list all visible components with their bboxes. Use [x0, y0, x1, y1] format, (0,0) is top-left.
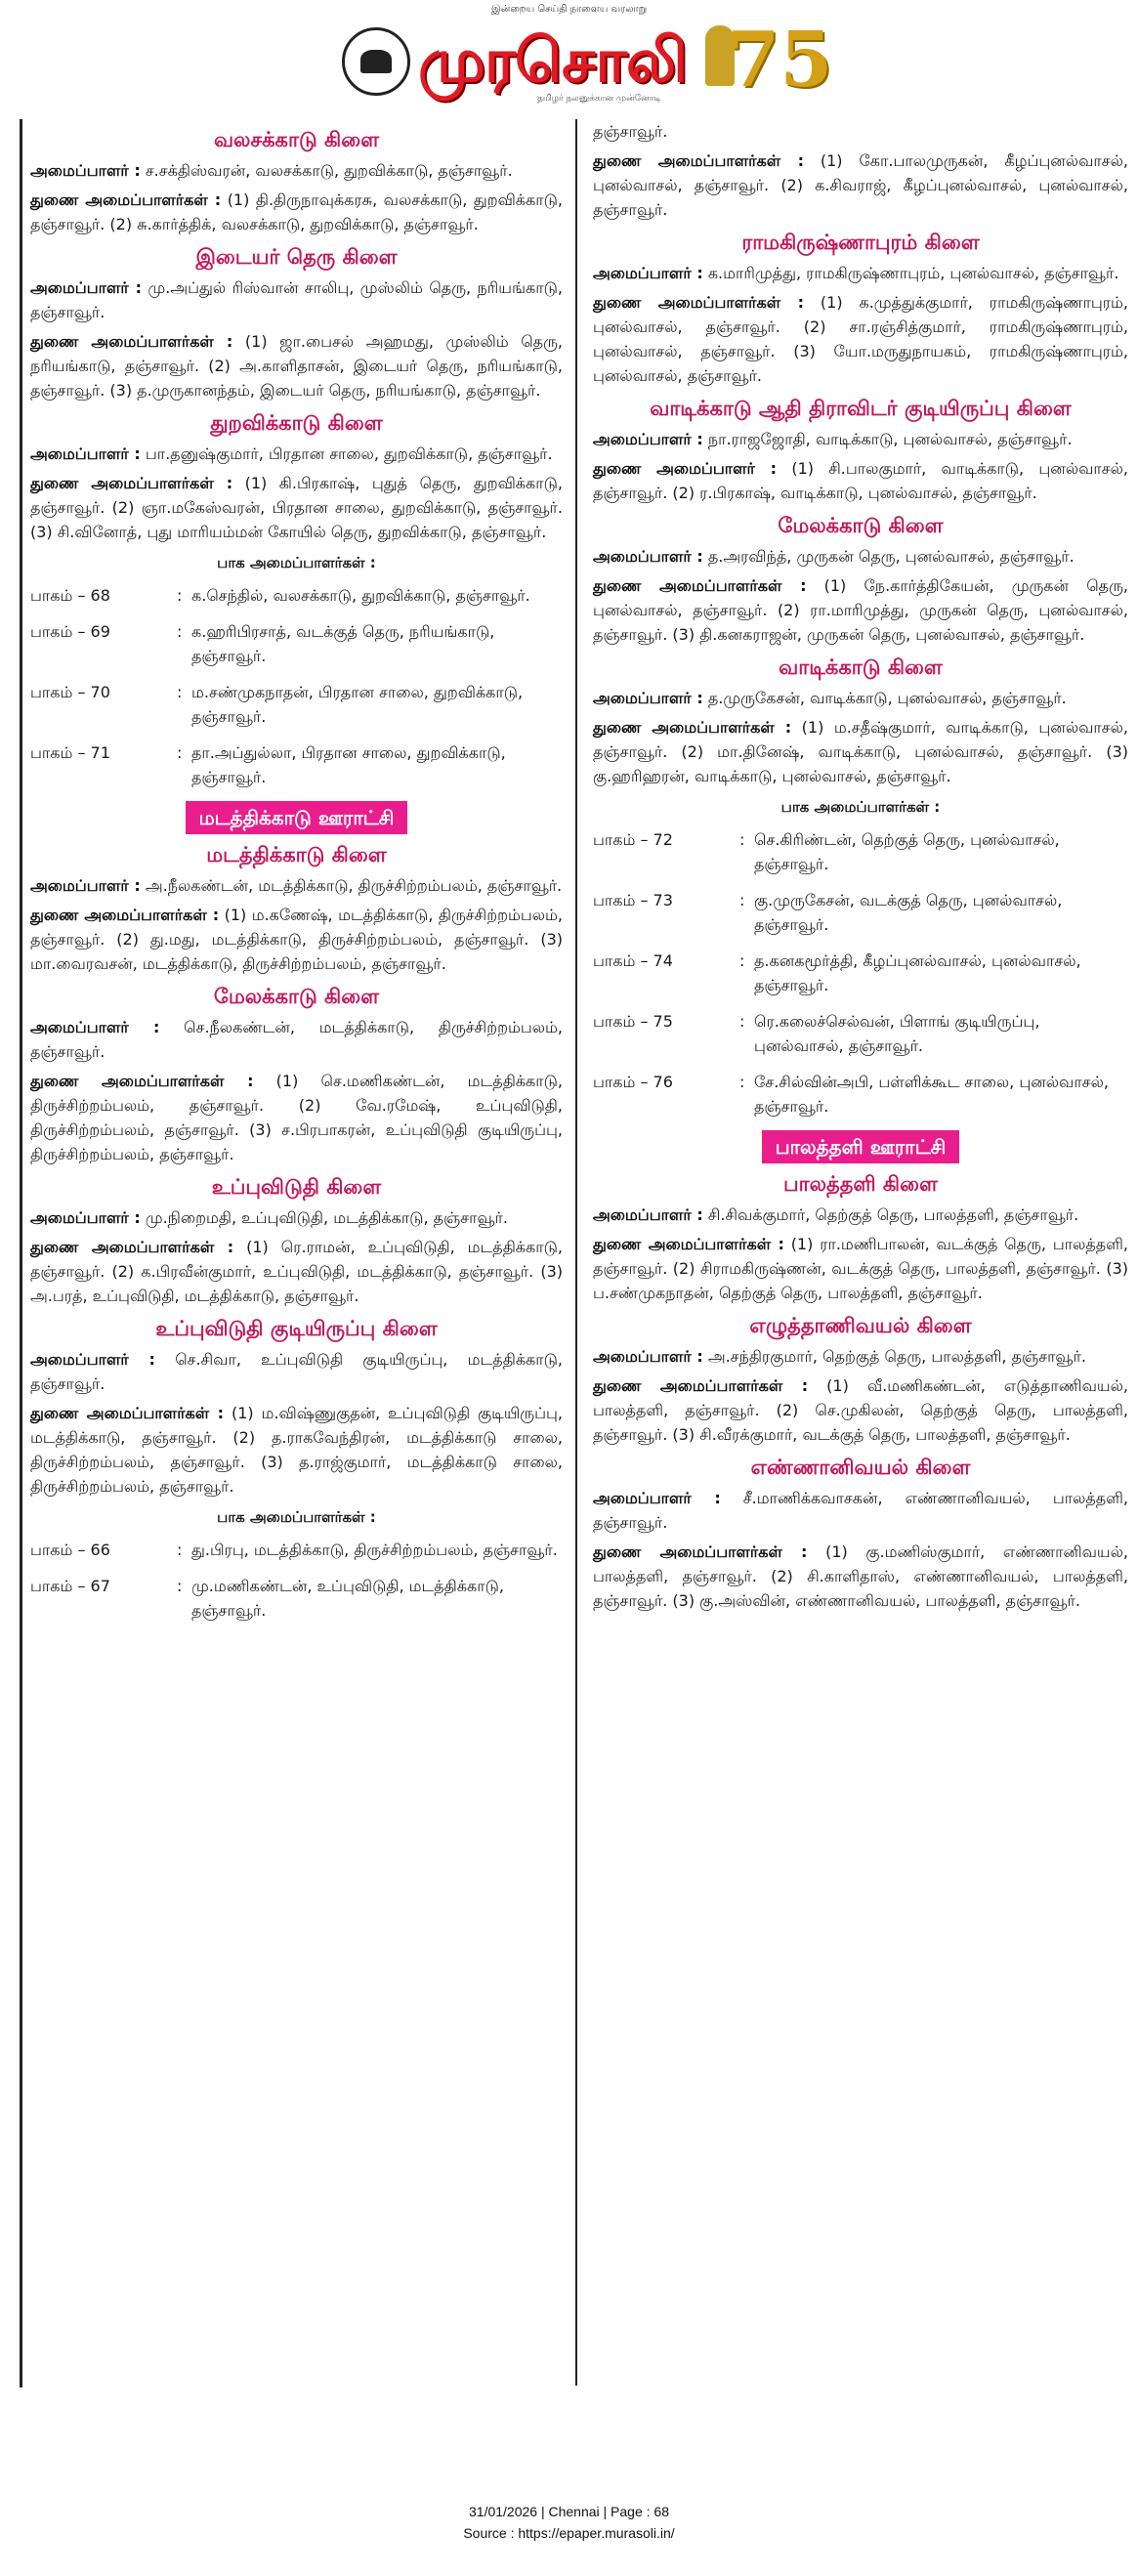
deputy-organisers-label: துணை அமைப்பாளர்கள் : [30, 474, 233, 492]
organiser [593, 1203, 1128, 1227]
organiser [30, 1015, 563, 1064]
part-organiser: க.ஹரிபிரசாத், வடக்குத் தெரு, நரியங்காடு, தஞ்சாவூர். [191, 622, 495, 665]
sub-tagline: தமிழர் நலனுக்கான முன்னோடி [537, 94, 661, 104]
organiser-text: அ.சந்திரகுமார், தெற்குத் தெரு, பாலத்தளி, தஞ்சாவூர். [702, 1347, 1086, 1366]
organiser-label: அமைப்பாளர் : [30, 278, 143, 297]
organiser-text: த.அரவிந்த், முருகன் தெரு, புனல்வாசல், தஞ்சாவூர். [702, 547, 1075, 566]
organiser-text: சீ.மாணிக்கவாசகன், எண்ணானிவயல், பாலத்தளி, தஞ்சாவூர். [593, 1489, 1128, 1532]
organiser-label: அமைப்பாளர் : [593, 1205, 703, 1224]
footer-date-line: 31/01/2026 | Chennai | Page : 68 [469, 2504, 669, 2519]
deputy-organisers [593, 1540, 1128, 1613]
part-row [30, 1574, 563, 1623]
deputy-organisers [593, 715, 1128, 788]
organiser [593, 544, 1128, 569]
branch-title: இடையர் தெரு கிளை [195, 245, 398, 269]
deputy-organisers-label: துணை அமைப்பாளர்கள் : [593, 1542, 808, 1561]
deputy-organisers-label: துணை அமைப்பாளர்கள் : [30, 1238, 234, 1256]
deputy-organisers-text: (1) செ.மணிகண்டன், மடத்திக்காடு, திருச்சிற்றம்பலம், தஞ்சாவூர். (2) வே.ரமேஷ், உப்புவிடுதி, திருச்சிற்றம்பலம், தஞ்சாவூர். (3) ச.பிரபாகரன், உப்புவிடுதி குடியிருப்பு, திருச்சிற்றம்பலம், தஞ்சாவூர். [30, 1072, 563, 1163]
deputy-organisers-text: (1) கி.பிரகாஷ், புதுத் தெரு, துறவிக்காடு, தஞ்சாவூர். (2) ஞா.மகேஸ்வரன், பிரதான சாலை, துறவிக்காடு, தஞ்சாவூர். (3) சி.வினோத், புது மாரியம்மன் கோயில் தெரு, துறவிக்காடு, தஞ்சாவூர். [30, 474, 563, 541]
part-colon: : [739, 1012, 745, 1031]
panchayat-banner [30, 801, 563, 834]
part-row [30, 680, 563, 729]
part-organiser: தா.அப்துல்லா, பிரதான சாலை, துறவிக்காடு, தஞ்சாவூர். [191, 743, 506, 786]
branch-title: ராமகிருஷ்ணாபுரம் கிளை [741, 231, 980, 254]
panchayat-banner [593, 1130, 1128, 1163]
part-row [30, 619, 563, 668]
part-row [30, 740, 563, 789]
part-organiser: செ.கிரிண்டன், தெற்குத் தெரு, புனல்வாசல், தஞ்சாவூர். [754, 830, 1060, 873]
deputy-organisers-text: (1) ஜா.பைசல் அஹமது, முஸ்லிம் தெரு, நரியங்காடு, தஞ்சாவூர். (2) அ.காளிதாசன், இடையர் தெரு, நரியங்காடு, தஞ்சாவூர். (3) த.முருகானந்தம், இடையர் தெரு, நரியங்காடு, தஞ்சாவூர். [30, 332, 563, 400]
branch-title: உப்புவிடுதி குடியிருப்பு கிளை [155, 1317, 438, 1340]
part-number: பாகம் – 71 [30, 743, 110, 762]
deputy-organisers-text: (1) தி.திருநாவுக்கரசு, வலசக்காடு, துறவிக்காடு, தஞ்சாவூர். (2) சு.கார்த்திக், வலசக்காடு, துறவிக்காடு, தஞ்சாவூர். [30, 190, 563, 233]
deputy-organisers-label: துணை அமைப்பாளர்கள் : [593, 718, 792, 737]
part-organiser: மு.மணிகண்டன், உப்புவிடுதி, மடத்திக்காடு, தஞ்சாவூர். [191, 1577, 504, 1620]
part-number: பாகம் – 74 [593, 951, 673, 970]
rising-sun-emblem-icon [342, 27, 410, 96]
footer-source-link[interactable]: Source : https://epaper.murasoli.in/ [463, 2525, 675, 2541]
branch-title: பாலத்தளி கிளை [783, 1172, 938, 1196]
part-colon: : [739, 830, 745, 849]
part-number: பாகம் – 72 [593, 830, 673, 849]
organiser [30, 1347, 563, 1396]
part-organiser: கு.முருகேசன், வடக்குத் தெரு, புனல்வாசல், தஞ்சாவூர். [754, 891, 1063, 934]
part-number: பாகம் – 67 [30, 1577, 110, 1595]
organiser-text: செ.நீலகண்டன், மடத்திக்காடு, திருச்சிற்றம்பலம், தஞ்சாவூர். [30, 1018, 563, 1061]
part-row [30, 583, 563, 608]
left-column [22, 119, 572, 2386]
organiser-text: மு.அப்துல் ரிஸ்வான் சாலிபு, முஸ்லிம் தெரு, நரியங்காடு, தஞ்சாவூர். [30, 278, 564, 321]
part-colon: : [177, 743, 183, 762]
organiser [30, 442, 563, 466]
right-column [575, 119, 1138, 2386]
organiser-label: அமைப்பாளர் : [593, 689, 703, 707]
part-row [593, 949, 1128, 997]
part-colon: : [177, 1541, 183, 1559]
part-number: பாகம் – 75 [593, 1012, 673, 1031]
organiser [30, 158, 563, 183]
deputy-organisers [593, 1373, 1128, 1447]
part-row [30, 1538, 563, 1562]
organiser-text: செ.சிவா, உப்புவிடுதி குடியிருப்பு, மடத்திக்காடு, தஞ்சாவூர். [30, 1350, 564, 1393]
deputy-organisers [30, 329, 563, 402]
branch-title: மேலக்காடு கிளை [778, 514, 944, 537]
branch-title: எண்ணானிவயல் கிளை [750, 1456, 971, 1479]
deputy-organisers [30, 1401, 563, 1499]
deputy-organisers [30, 1235, 563, 1308]
deputy-organisers [593, 290, 1128, 388]
organiser-text: க.மாரிமுத்து, ராமகிருஷ்ணாபுரம், புனல்வாசல், தஞ்சாவூர். [702, 264, 1119, 282]
deputy-organisers [30, 188, 563, 236]
deputy-organisers-text: (1) ரா.மணிபாலன், வடக்குத் தெரு, பாலத்தளி, தஞ்சாவூர். (2) சிராமகிருஷ்ணன், வடக்குத் தெரு, பாலத்தளி, தஞ்சாவூர். (3) ப.சண்முகநாதன், தெற்குத் தெரு, பாலத்தளி, தஞ்சாவூர். [593, 1235, 1129, 1302]
deputy-organisers [593, 148, 1128, 222]
footer [0, 2501, 1138, 2544]
deputy-organisers-text: (1) ம.சதீஷ்குமார், வாடிக்காடு, புனல்வாசல், தஞ்சாவூர். (2) மா.தினேஷ், வாடிக்காடு, புனல்வாசல், தஞ்சாவூர். (3) கு.ஹரிஹரன், வாடிக்காடு, புனல்வாசல், தஞ்சாவூர். [593, 718, 1128, 785]
logo[interactable] [342, 16, 833, 111]
deputy-organisers [593, 573, 1128, 647]
part-colon: : [177, 1577, 183, 1595]
part-organiser: த.கனகமூர்த்தி, கீழப்புனல்வாசல், புனல்வாசல், தஞ்சாவூர். [754, 951, 1081, 994]
organiser-label: அமைப்பாளர் : [30, 876, 141, 895]
deputy-organisers-text: (1) கு.மணிஸ்குமார், எண்ணானிவயல், பாலத்தளி, தஞ்சாவூர். (2) சி.காளிதாஸ், எண்ணானிவயல், பாலத்தளி, தஞ்சாவூர். (3) கு.அஸ்வின், எண்ணானிவயல், பாலத்தளி, தஞ்சாவூர். [593, 1542, 1128, 1610]
organiser-label: அமைப்பாளர் : [30, 1208, 141, 1227]
organiser-label: அமைப்பாளர் : [593, 430, 703, 448]
branch-title: மடத்திக்காடு கிளை [206, 843, 387, 866]
organiser [593, 1344, 1128, 1369]
deputy-organisers-label: துணை அமைப்பாளர்கள் : [30, 190, 222, 209]
organiser [593, 686, 1128, 710]
part-row [593, 827, 1128, 876]
branch-title: எழுத்தாணிவயல் கிளை [749, 1314, 972, 1337]
part-colon: : [177, 683, 183, 701]
brand-name: முரசொலி [418, 24, 687, 96]
deputy-organisers-label: துணை அமைப்பாளர்கள் : [30, 1404, 225, 1422]
organiser [30, 275, 563, 324]
deputy-organisers-label: துணை அமைப்பாளர்கள் : [593, 151, 804, 170]
deputy-organisers-label: துணை அமைப்பாளர்கள் : [593, 1376, 809, 1395]
organiser [593, 261, 1128, 285]
deputy-organisers-label: துணை அமைப்பாளர்கள் : [30, 332, 233, 351]
masthead [0, 0, 1138, 119]
part-number: பாகம் – 76 [593, 1073, 673, 1091]
deputy-organisers-text: (1) வீ.மணிகண்டன், எடுத்தாணிவயல், பாலத்தளி, தஞ்சாவூர். (2) செ.முகிலன், தெற்குத் தெரு, பாலத்தளி, தஞ்சாவூர். (3) சி.வீரக்குமார், வடக்குத் தெரு, பாலத்தளி, தஞ்சாவூர். [593, 1376, 1128, 1444]
organiser-label: அமைப்பாளர் : [30, 161, 141, 180]
part-number: பாகம் – 73 [593, 891, 673, 909]
organiser [30, 1205, 563, 1230]
deputy-organisers-text: (1) கோ.பாலமுருகன், கீழப்புனல்வாசல், புனல்வாசல், தஞ்சாவூர். (2) க.சிவராஜ், கீழப்புனல்வாசல், புனல்வாசல், தஞ்சாவூர். [593, 151, 1128, 219]
part-organiser: து.பிரபு, மடத்திக்காடு, திருச்சிற்றம்பலம், தஞ்சாவூர். [191, 1541, 558, 1559]
part-number: பாகம் – 66 [30, 1541, 110, 1559]
organiser-label: அமைப்பாளர் : [593, 547, 703, 566]
branch-title: வலசக்காடு கிளை [213, 128, 380, 151]
part-colon: : [177, 586, 183, 605]
organiser-label: அமைப்பாளர் : [593, 264, 703, 282]
organiser-label: அமைப்பாளர் : [593, 1347, 703, 1366]
deputy-organisers-label: துணை அமைப்பாளர் : [593, 459, 778, 478]
continuation-text: தஞ்சாவூர். [593, 122, 668, 141]
organiser-text: பா.தனுஷ்குமார், பிரதான சாலை, துறவிக்காடு, தஞ்சாவூர். [140, 444, 553, 463]
organiser-label: அமைப்பாளர் : [593, 1489, 721, 1507]
part-organiser: ம.சண்முகநாதன், பிரதான சாலை, துறவிக்காடு, தஞ்சாவூர். [191, 683, 524, 726]
part-number: பாகம் – 69 [30, 622, 110, 641]
part-colon: : [177, 622, 183, 641]
anniversary-badge [705, 16, 833, 109]
organiser-label: அமைப்பாளர் : [30, 444, 141, 463]
organiser-text: நா.ராஜஜோதி, வாடிக்காடு, புனல்வாசல், தஞ்சாவூர். [702, 430, 1073, 448]
deputy-organisers-text: (1) ரெ.ராமன், உப்புவிடுதி, மடத்திக்காடு, தஞ்சாவூர். (2) க.பிரவீன்குமார், உப்புவிடுதி, மடத்திக்காடு, தஞ்சாவூர். (3) அ.பரத், உப்புவிடுதி, மடத்திக்காடு, தஞ்சாவூர். [30, 1238, 563, 1305]
organiser-label: அமைப்பாளர் : [30, 1018, 160, 1036]
deputy-organisers-text: (1) க.முத்துக்குமார், ராமகிருஷ்ணாபுரம், புனல்வாசல், தஞ்சாவூர். (2) சா.ரஞ்சித்குமார், ராமகிருஷ்ணாபுரம், புனல்வாசல், தஞ்சாவூர். (3) யோ.மருதுநாயகம், ராமகிருஷ்ணாபுரம், புனல்வாசல், தஞ்சாவூர். [593, 293, 1128, 385]
part-colon: : [739, 1073, 745, 1091]
part-row [593, 1009, 1128, 1058]
part-row [593, 1070, 1128, 1119]
branch-title: துறவிக்காடு கிளை [210, 411, 383, 435]
part-organisers-heading: பாக அமைப்பாளர்கள் : [217, 1508, 376, 1526]
branch-title: வாடிக்காடு கிளை [779, 655, 943, 679]
organiser-text: ச.சக்திஸ்வரன், வலசக்காடு, துறவிக்காடு, தஞ்சாவூர். [140, 161, 513, 180]
part-row [593, 888, 1128, 937]
part-organisers-heading: பாக அமைப்பாளர்கள் : [217, 554, 376, 571]
deputy-organisers-label: துணை அமைப்பாளர்கள் : [593, 293, 804, 312]
part-organiser: சே.சில்வின்அபி, பள்ளிக்கூட சாலை, புனல்வாசல், தஞ்சாவூர். [754, 1073, 1109, 1116]
organiser [593, 427, 1128, 451]
part-colon: : [739, 951, 745, 970]
deputy-organisers-text: (1) நே.கார்த்திகேயன், முருகன் தெரு, புனல்வாசல், தஞ்சாவூர். (2) ரா.மாரிமுத்து, முருகன் தெரு, புனல்வாசல், தஞ்சாவூர். (3) தி.கனகராஜன், முருகன் தெரு, புனல்வாசல், தஞ்சாவூர். [593, 576, 1128, 644]
part-organisers-heading: பாக அமைப்பாளர்கள் : [780, 798, 941, 816]
panchayat-title: பாலத்தளி ஊராட்சி [762, 1130, 960, 1163]
anniversary-number: 75 [727, 16, 833, 105]
part-organiser: ரெ.கலைச்செல்வன், பிளாங் குடியிருப்பு, புனல்வாசல், தஞ்சாவூர். [754, 1012, 1040, 1055]
organiser-label: அமைப்பாளர் : [30, 1350, 155, 1369]
deputy-organisers-label: துணை அமைப்பாளர்கள் : [593, 1235, 784, 1253]
organiser-text: சி.சிவக்குமார், தெற்குத் தெரு, பாலத்தளி, தஞ்சாவூர். [702, 1205, 1079, 1224]
deputy-organisers [593, 456, 1128, 505]
deputy-organisers-label: துணை அமைப்பாளர்கள் : [593, 576, 807, 595]
tagline: இன்றைய செய்தி நாளைய வரலாறு [490, 4, 648, 15]
article-body [20, 119, 1138, 2387]
deputy-organisers-text: (1) ம.கணேஷ், மடத்திக்காடு, திருச்சிற்றம்பலம், தஞ்சாவூர். (2) து.மது, மடத்திக்காடு, திருச்சிற்றம்பலம், தஞ்சாவூர். (3) மா.வைரவசன், மடத்திக்காடு, திருச்சிற்றம்பலம், தஞ்சாவூர். [30, 906, 563, 973]
deputy-organisers-label: துணை அமைப்பாளர்கள் : [30, 906, 220, 924]
organiser-text: மு.நிறைமதி, உப்புவிடுதி, மடத்திக்காடு, தஞ்சாவூர். [140, 1208, 508, 1227]
organiser [593, 1486, 1128, 1535]
deputy-organisers [30, 903, 563, 976]
deputy-organisers [593, 1232, 1128, 1305]
branch-title: உப்புவிடுதி கிளை [211, 1175, 382, 1199]
organiser [30, 873, 563, 898]
deputy-organisers-text: (1) ம.விஷ்ணுகுதன், உப்புவிடுதி குடியிருப்பு, மடத்திக்காடு, தஞ்சாவூர். (2) த.ராகவேந்திரன், மடத்திக்காடு சாலை, திருச்சிற்றம்பலம், தஞ்சாவூர். (3) த.ராஜ்குமார், மடத்திக்காடு சாலை, திருச்சிற்றம்பலம், தஞ்சாவூர். [30, 1404, 563, 1496]
part-number: பாகம் – 68 [30, 586, 110, 605]
part-organiser: க.செந்தில், வலசக்காடு, துறவிக்காடு, தஞ்சாவூர். [191, 586, 530, 605]
deputy-organisers [30, 1069, 563, 1166]
deputy-organisers [30, 471, 563, 544]
panchayat-title: மடத்திக்காடு ஊராட்சி [186, 801, 408, 834]
organiser-text: அ.நீலகண்டன், மடத்திக்காடு, திருச்சிற்றம்பலம், தஞ்சாவூர். [140, 876, 563, 895]
part-colon: : [739, 891, 745, 909]
organiser-text: த.முருகேசன், வாடிக்காடு, புனல்வாசல், தஞ்சாவூர். [702, 689, 1067, 707]
deputy-organisers-label: துணை அமைப்பாளர்கள் : [30, 1072, 254, 1090]
branch-title: வாடிக்காடு ஆதி திராவிடர் குடியிருப்பு கிளை [650, 397, 1072, 420]
part-number: பாகம் – 70 [30, 683, 110, 701]
deputy-organisers-text: (1) சி.பாலகுமார், வாடிக்காடு, புனல்வாசல், தஞ்சாவூர். (2) ர.பிரகாஷ், வாடிக்காடு, புனல்வாசல், தஞ்சாவூர். [593, 459, 1128, 502]
branch-title: மேலக்காடு கிளை [213, 985, 380, 1008]
